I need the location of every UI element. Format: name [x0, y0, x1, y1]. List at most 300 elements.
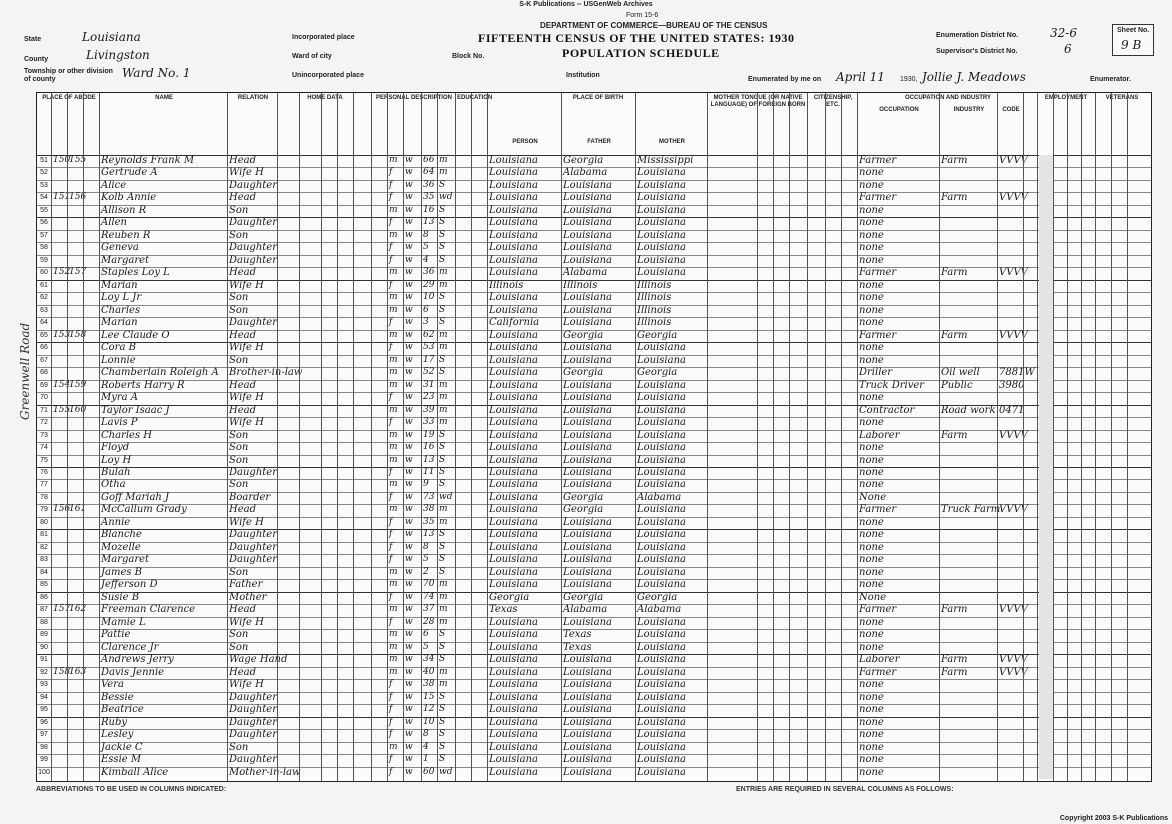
- birthplace-mother: Louisiana: [637, 442, 686, 454]
- birthplace-father: Louisiana: [563, 566, 612, 578]
- sex: f: [389, 254, 393, 265]
- birthplace-father: Louisiana: [563, 454, 612, 466]
- dwelling-number: 156: [53, 504, 71, 515]
- relation: Daughter: [229, 716, 277, 728]
- line-number: 61: [40, 281, 48, 289]
- line-number: 74: [40, 444, 48, 452]
- occupation: Farmer: [859, 267, 897, 279]
- group-personal-description: PERSONAL DESCRIPTION: [376, 95, 452, 101]
- sex: m: [389, 367, 398, 378]
- column-divider: [83, 93, 84, 781]
- table-row: [37, 704, 1151, 716]
- marital-status: S: [439, 716, 446, 727]
- line-number: 80: [40, 518, 48, 526]
- table-row: [37, 642, 1151, 654]
- birthplace-person: Louisiana: [489, 379, 538, 391]
- race: w: [405, 541, 413, 552]
- birthplace-mother: Illinois: [637, 304, 672, 316]
- relation: Head: [229, 329, 257, 341]
- birthplace-person: Louisiana: [489, 516, 538, 528]
- table-row: [37, 604, 1151, 616]
- race: w: [405, 516, 413, 527]
- line-number: 68: [40, 369, 48, 377]
- birthplace-person: Louisiana: [489, 267, 538, 279]
- person-name: Essie M: [101, 754, 142, 766]
- birthplace-father: Louisiana: [563, 254, 612, 266]
- birthplace-person: Louisiana: [489, 554, 538, 566]
- sex: m: [389, 304, 398, 315]
- line-number: 77: [40, 481, 48, 489]
- institution-label: Institution: [566, 72, 600, 79]
- sex: f: [389, 516, 393, 527]
- relation: Daughter: [229, 242, 277, 254]
- birthplace-father: Louisiana: [563, 579, 612, 591]
- marital-status: m: [439, 616, 448, 627]
- sex: f: [389, 342, 393, 353]
- industry: Farm: [941, 155, 968, 166]
- line-number: 90: [40, 643, 48, 651]
- age: 38: [423, 679, 435, 690]
- birthplace-person: Louisiana: [489, 616, 538, 628]
- age: 8: [423, 729, 429, 740]
- marital-status: S: [439, 704, 446, 715]
- birthplace-person: Louisiana: [489, 204, 538, 216]
- column-divider: [371, 93, 372, 781]
- column-divider: [757, 93, 758, 781]
- race: w: [405, 654, 413, 665]
- ward-label: Ward of city: [292, 53, 332, 60]
- birthplace-mother: Louisiana: [637, 254, 686, 266]
- sex: f: [389, 279, 393, 290]
- person-name: Jefferson D: [101, 579, 158, 591]
- age: 10: [423, 292, 435, 303]
- column-divider: [437, 93, 438, 781]
- birthplace-mother: Illinois: [637, 317, 672, 329]
- birthplace-mother: Louisiana: [637, 729, 686, 741]
- birthplace-father: Louisiana: [563, 342, 612, 354]
- marital-status: S: [439, 479, 446, 490]
- birthplace-person: Louisiana: [489, 741, 538, 753]
- table-row: [37, 455, 1151, 467]
- schedule-title: POPULATION SCHEDULE: [562, 46, 720, 60]
- marital-status: m: [439, 679, 448, 690]
- birthplace-mother: Louisiana: [637, 429, 686, 441]
- birthplace-father: Louisiana: [563, 754, 612, 766]
- column-divider: [99, 93, 100, 781]
- marital-status: S: [439, 629, 446, 640]
- marital-status: m: [439, 267, 448, 278]
- relation: Son: [229, 354, 249, 366]
- marital-status: m: [439, 392, 448, 403]
- relation: Son: [229, 229, 249, 241]
- marital-status: S: [439, 541, 446, 552]
- occupation: none: [859, 354, 884, 366]
- sheet-value: 9 B: [1121, 38, 1142, 52]
- birthplace-person: Louisiana: [489, 666, 538, 678]
- person-name: Susie B: [101, 591, 140, 603]
- person-name: Kimball Alice: [101, 766, 169, 778]
- table-row: [37, 654, 1151, 666]
- birthplace-father: Louisiana: [563, 442, 612, 454]
- industry: Farm: [941, 267, 968, 279]
- table-row: [37, 367, 1151, 379]
- occupation: none: [859, 217, 884, 229]
- marital-status: S: [439, 729, 446, 740]
- person-name: Andrews Jerry: [101, 654, 174, 666]
- sex: f: [389, 317, 393, 328]
- enumerator-name: Jollie J. Meadows: [922, 70, 1026, 84]
- column-divider: [387, 93, 388, 781]
- relation: Daughter: [229, 691, 277, 703]
- birthplace-mother: Louisiana: [637, 167, 686, 179]
- age: 5: [423, 242, 429, 253]
- table-row: [37, 617, 1151, 629]
- relation: Son: [229, 442, 249, 454]
- person-name: Bessie: [101, 691, 134, 703]
- table-row: [37, 629, 1151, 641]
- occupation: Farmer: [859, 329, 897, 341]
- table-row: [37, 205, 1151, 217]
- column-divider: [841, 93, 842, 781]
- race: w: [405, 192, 413, 203]
- birthplace-mother: Louisiana: [637, 229, 686, 241]
- person-name: Bulah: [101, 467, 131, 478]
- birth-person-head: PERSON: [512, 139, 538, 145]
- person-name: Goff Mariah J: [101, 491, 170, 503]
- table-row: [37, 479, 1151, 491]
- marital-status: S: [439, 304, 446, 315]
- table-row: [37, 554, 1151, 566]
- line-number: 95: [40, 706, 48, 714]
- marital-status: S: [439, 641, 446, 652]
- birthplace-mother: Louisiana: [637, 342, 686, 354]
- marital-status: S: [439, 529, 446, 540]
- birthplace-person: Louisiana: [489, 679, 538, 691]
- race: w: [405, 279, 413, 290]
- table-row: [37, 267, 1151, 279]
- occupation-code: 0471: [999, 404, 1025, 416]
- line-number: 72: [40, 419, 48, 427]
- sex: m: [389, 579, 398, 590]
- birthplace-mother: Mississippi: [637, 155, 694, 166]
- age: 17: [423, 354, 435, 365]
- birthplace-mother: Louisiana: [637, 704, 686, 716]
- occupation: Driller: [859, 367, 893, 379]
- birthplace-father: Louisiana: [563, 716, 612, 728]
- group-mother-tongue: MOTHER TONGUE (OR NATIVE LANGUAGE) OF FOREIGN BORN: [710, 95, 806, 108]
- line-number: 97: [40, 731, 48, 739]
- birthplace-father: Louisiana: [563, 704, 612, 716]
- birthplace-father: Louisiana: [563, 479, 612, 491]
- line-number: 65: [40, 331, 48, 339]
- side-note: Greenwell Road: [18, 322, 32, 420]
- table-row: [37, 167, 1151, 179]
- birthplace-father: Louisiana: [563, 192, 612, 204]
- birthplace-father: Louisiana: [563, 666, 612, 678]
- marital-status: m: [439, 417, 448, 428]
- line-number: 75: [40, 456, 48, 464]
- person-name: Otha: [101, 479, 126, 491]
- birthplace-father: Louisiana: [563, 204, 612, 216]
- birthplace-mother: Louisiana: [637, 204, 686, 216]
- sheet-number-box: [1112, 24, 1154, 56]
- dwelling-number: 153: [53, 329, 71, 340]
- sex: m: [389, 229, 398, 240]
- person-name: Clarence Jr: [101, 641, 159, 653]
- sex: f: [389, 591, 393, 602]
- occupation: None: [859, 491, 887, 503]
- occupation: none: [859, 579, 884, 591]
- column-divider: [939, 93, 940, 781]
- marital-status: S: [439, 654, 446, 665]
- occupation: none: [859, 529, 884, 541]
- column-divider: [353, 93, 354, 781]
- line-number: 96: [40, 718, 48, 726]
- person-name: Chamberlain Roleigh A: [101, 367, 219, 379]
- relation: Son: [229, 304, 249, 316]
- person-name: Charles: [101, 304, 141, 316]
- enumeration-label: Enumeration District No.: [936, 32, 1019, 39]
- industry: Farm: [941, 604, 968, 616]
- race: w: [405, 591, 413, 602]
- race: w: [405, 367, 413, 378]
- line-number: 99: [40, 756, 48, 764]
- occupation: none: [859, 754, 884, 766]
- sex: f: [389, 716, 393, 727]
- relation: Daughter: [229, 529, 277, 541]
- birthplace-father: Louisiana: [563, 541, 612, 553]
- age: 23: [423, 392, 435, 403]
- birthplace-father: Louisiana: [563, 379, 612, 391]
- sex: f: [389, 217, 393, 228]
- township-label: Township or other division of county: [24, 68, 113, 83]
- race: w: [405, 754, 413, 765]
- sex: m: [389, 654, 398, 665]
- race: w: [405, 155, 413, 165]
- birthplace-mother: Louisiana: [637, 192, 686, 204]
- relation: Head: [229, 155, 257, 166]
- footer: [36, 782, 1150, 816]
- occupation: none: [859, 629, 884, 641]
- occupation: Farmer: [859, 604, 897, 616]
- marital-status: S: [439, 254, 446, 265]
- table-row: [37, 717, 1151, 729]
- group-place-of-birth: PLACE OF BIRTH: [572, 95, 624, 101]
- occupation-code: VVVV: [999, 429, 1028, 441]
- column-divider: [403, 93, 404, 781]
- relation: Wife H: [229, 279, 264, 291]
- race: w: [405, 666, 413, 677]
- person-name: Mozelle: [101, 541, 141, 553]
- column-divider: [1067, 93, 1068, 781]
- entries-title: ENTRIES ARE REQUIRED IN SEVERAL COLUMNS AS FOLLOWS:: [736, 786, 954, 793]
- birthplace-person: Louisiana: [489, 579, 538, 591]
- column-divider: [1127, 93, 1128, 781]
- birthplace-person: Louisiana: [489, 704, 538, 716]
- line-number: 76: [40, 469, 48, 476]
- age: 53: [423, 342, 435, 353]
- person-name: Lavis P: [101, 417, 138, 429]
- group-education: EDUCATION: [457, 95, 493, 101]
- sex: m: [389, 329, 398, 340]
- age: 39: [423, 404, 435, 415]
- person-name: Allen: [101, 217, 127, 229]
- race: w: [405, 317, 413, 328]
- birthplace-person: Louisiana: [489, 467, 538, 478]
- age: 19: [423, 429, 435, 440]
- column-divider: [227, 93, 228, 781]
- birthplace-mother: Louisiana: [637, 716, 686, 728]
- sex: m: [389, 641, 398, 652]
- relation: Head: [229, 192, 257, 204]
- sex: m: [389, 155, 398, 165]
- line-number: 54: [40, 194, 48, 202]
- race: w: [405, 254, 413, 265]
- age: 35: [423, 516, 435, 527]
- birthplace-mother: Louisiana: [637, 654, 686, 666]
- marital-status: m: [439, 404, 448, 415]
- table-row: [37, 467, 1151, 479]
- person-name: Gertrude A: [101, 167, 158, 179]
- column-divider: [471, 93, 472, 781]
- table-row: [37, 679, 1151, 691]
- line-number: 51: [40, 157, 48, 164]
- column-divider: [1081, 93, 1082, 781]
- relation: Brother-in-law: [229, 367, 303, 379]
- birthplace-father: Alabama: [563, 604, 608, 616]
- race: w: [405, 716, 413, 727]
- birthplace-person: Louisiana: [489, 566, 538, 578]
- relation: Daughter: [229, 467, 277, 478]
- marital-status: S: [439, 754, 446, 765]
- column-divider: [561, 93, 562, 781]
- sex: f: [389, 766, 393, 777]
- marital-status: S: [439, 429, 446, 440]
- marital-status: m: [439, 155, 448, 165]
- person-name: Margaret: [101, 254, 150, 266]
- line-number: 52: [40, 169, 48, 177]
- race: w: [405, 554, 413, 565]
- group-place-of-abode: PLACE OF ABODE: [42, 95, 96, 101]
- birthplace-mother: Louisiana: [637, 504, 686, 516]
- race: w: [405, 579, 413, 590]
- birthplace-person: Louisiana: [489, 641, 538, 653]
- race: w: [405, 167, 413, 178]
- table-row: [37, 180, 1151, 192]
- column-divider: [789, 93, 790, 781]
- sex: m: [389, 566, 398, 577]
- table-row: [37, 192, 1151, 204]
- relation: Boarder: [229, 491, 271, 503]
- abbrev-title: ABBREVIATIONS TO BE USED IN COLUMNS INDICATED:: [36, 786, 227, 793]
- column-divider: [1053, 93, 1054, 781]
- block-label: Block No.: [452, 53, 485, 60]
- industry: Farm: [941, 654, 968, 666]
- person-name: Lee Claude O: [101, 329, 170, 341]
- sex: f: [389, 704, 393, 715]
- person-name: Alice: [101, 179, 127, 191]
- birthplace-mother: Louisiana: [637, 641, 686, 653]
- line-number: 55: [40, 206, 48, 214]
- birthplace-person: Louisiana: [489, 491, 538, 503]
- birthplace-person: Louisiana: [489, 367, 538, 379]
- age: 8: [423, 229, 429, 240]
- race: w: [405, 467, 413, 477]
- marital-status: S: [439, 204, 446, 215]
- age: 8: [423, 541, 429, 552]
- birthplace-mother: Louisiana: [637, 516, 686, 528]
- person-name: Vera: [101, 679, 124, 691]
- line-number: 93: [40, 681, 48, 689]
- occupation-code: VVVV: [999, 155, 1028, 166]
- relation: Wife H: [229, 616, 264, 628]
- publisher-banner: S-K Publications -- USGenWeb Archives: [519, 1, 653, 8]
- race: w: [405, 442, 413, 453]
- column-divider: [635, 93, 636, 781]
- table-row: [37, 492, 1151, 504]
- birthplace-father: Texas: [563, 629, 592, 641]
- person-name: Reuben R: [101, 229, 151, 241]
- birthplace-father: Louisiana: [563, 467, 612, 478]
- table-row: [37, 442, 1151, 454]
- age: 29: [423, 279, 435, 290]
- age: 15: [423, 691, 435, 702]
- occupation: Farmer: [859, 192, 897, 204]
- dwelling-number: 154: [53, 379, 71, 390]
- birthplace-father: Louisiana: [563, 229, 612, 241]
- birthplace-father: Georgia: [563, 591, 604, 603]
- occupation: none: [859, 541, 884, 553]
- race: w: [405, 217, 413, 228]
- race: w: [405, 504, 413, 515]
- age: 13: [423, 454, 435, 465]
- dwelling-number: 155: [53, 404, 71, 415]
- person-name: Lonnie: [101, 354, 136, 366]
- person-name: Mamie L: [101, 616, 146, 628]
- marital-status: S: [439, 442, 446, 453]
- sex: m: [389, 292, 398, 303]
- sex: m: [389, 741, 398, 752]
- person-name: McCallum Grady: [101, 504, 187, 516]
- birthplace-father: Louisiana: [563, 729, 612, 741]
- birthplace-mother: Louisiana: [637, 541, 686, 553]
- occupation: none: [859, 392, 884, 404]
- line-number: 88: [40, 618, 48, 626]
- birthplace-father: Louisiana: [563, 766, 612, 778]
- relation: Daughter: [229, 179, 277, 191]
- birthplace-mother: Louisiana: [637, 242, 686, 254]
- age: 36: [423, 267, 435, 278]
- person-name: Beatrice: [101, 704, 144, 716]
- birthplace-father: Texas: [563, 641, 592, 653]
- marital-status: S: [439, 691, 446, 702]
- occupation: Laborer: [859, 429, 900, 441]
- person-name: Lesley: [101, 729, 134, 741]
- birthplace-mother: Louisiana: [637, 691, 686, 703]
- code-head: CODE: [1002, 107, 1020, 113]
- age: 9: [423, 479, 429, 490]
- dwelling-number: 152: [53, 267, 71, 278]
- birth-mother-head: MOTHER: [659, 139, 685, 145]
- occupation: none: [859, 467, 884, 478]
- age: 62: [423, 329, 435, 340]
- relation: Daughter: [229, 729, 277, 741]
- column-divider: [67, 93, 68, 781]
- sex: m: [389, 204, 398, 215]
- occupation: none: [859, 729, 884, 741]
- birthplace-person: Louisiana: [489, 429, 538, 441]
- relation: Head: [229, 604, 257, 616]
